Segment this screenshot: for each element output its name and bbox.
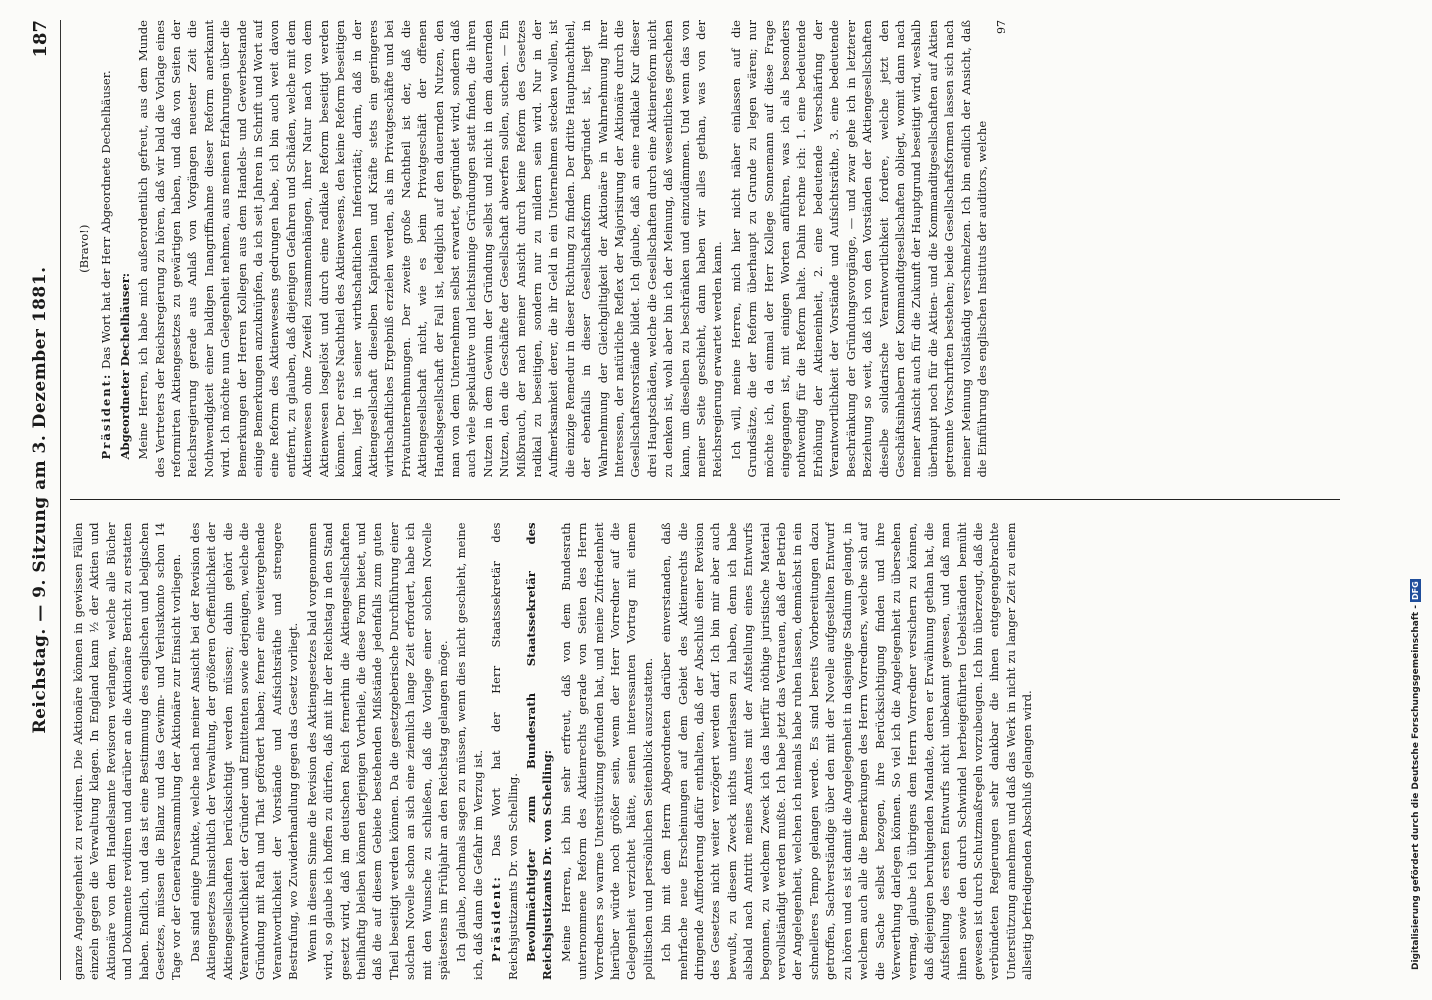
paragraph: Ich glaube, nochmals sagen zu müssen, wenn dies nicht geschieht, meine ich, daß dann die Gefahr im Verzug ist. [454,522,485,980]
speaker-intro: Abgeordneter Dechelhäuser: [117,272,132,460]
president-text: Das Wort hat der Herr Abgeordnete Dechelhäuser. [99,70,114,369]
president-label: Präsident: [99,372,114,460]
bravo-note: (Bravo!) [77,224,91,273]
digitization-text: Digitalisierung gefördert durch die Deutsche Forschungsgemeinschaft - [1411,605,1421,970]
paragraph: Meine Herren, ich bin sehr erfreut, daß von dem Bundesrath unternommene Reform des Aktienrechts gerade von Seiten des Herrn Vorredners so warme Unterstützung gefunden hat, und meine Zufriedenheit hierüber würde noch größer sein, wenn der Herr Vorredner auf die Gelegenheit verzichtet hätte, seinen interessanten Vortrag mit einem politischen und persönlichen Seitenblick auszustatten. [558,522,655,980]
president-statement [98,20,114,478]
paragraph: Das sind einige Punkte, welche nach meiner Ansicht bei der Revision des Aktiengesetzes hinsichtlich der Verwaltung, der größeren Oeffentlichkeit der Aktiengesellschaften berücksichtigt werden müssen; dahin gehört die Verantwortlichkeit der Gründer und Emittenten sowie derjenigen, welche die Gründung mit Rath und That gefördert haben; ferner eine weitergehende Verantwortlichkeit der Vorstände und Aufsichtsräthe und strengere Bestrafung, wo Zuwiderhandlung gegen das Gesetz vorliegt. [187,522,301,980]
signature-mark: 97 [995,20,1009,34]
president-statement [488,523,521,981]
paragraph: Meine Herren, ich habe mich außerordentlich gefreut, aus dem Munde des Vertreters der Reichsregierung zu hören, daß wir bald die Vorlage eines reformirten Aktiengesetzes zu gewärtigen haben, und daß von Seiten der Reichsregierung gerade aus Anlaß von Vorgängen neuester Zeit die Nothwendigkeit einer baldigen Inangriffnahme dieser Reform anerkannt wird. Ich möchte nun Gelegenheit nehmen, aus meinen Erfahrungen über die Bemerkungen der Herren Kollegen aus dem Handels- und Gewerbestande einige Bemerkungen anzuknüpfen, da ich seit Jahren in Schrift und Wort auf eine Reform des Aktienwesens gedrungen habe, ich bin auch weit davon entfernt, zu glauben, daß diejenigen Gefahren und Schäden, welche mit dem Aktienwesen ohne Zweifel zusammenhängen, ihrer Natur nach von dem Aktienwesen losgelöst und durch eine radikale Reform beseitigt werden können. Der erste Nachtheil des Aktienwesens, den keine Reform beseitigen kann, liegt in seiner wirthschaftlichen Inferiorität; darin, daß in der Aktiengesellschaft dieselben Kapitalien und Kräfte stets ein geringeres wirthschaftliches Ergebniß erzielen werden, als im Privatgeschäfte und bei Privatunternehmungen. Der zweite große Nachtheil ist der, daß die Aktiengesellschaft nicht, wie es beim Privatgeschäft der offenen Handelsgesellschaft der Fall ist, lediglich auf den dauernden Nutzen, den man von dem Unternehmen selbst erwartet, gegründet wird, sondern daß auch viele spekulative und leichtsinnige Gründungen statt finden, die ihren Nutzen in dem Gewinn der Gründung selbst und nicht in dem dauernden Nutzen, den die Geschäfte der Gesellschaft abwerfen sollen, suchen. — Ein Mißbrauch, der nach meiner Ansicht durch keine Reform des Gesetzes radikal zu beseitigen, sondern nur zu mildern sein wird. Nur in der Aufmerksamkeit derer, die ihr Geld in ein Unternehmen stecken wollen, ist die einzige Remedur in dieser Richtung zu finden. Der dritte Hauptnachtheil, der ebenfalls in dieser Gesellschaftsform begründet ist, liegt in Wahrnehmung der Gleichgiltigkeit der Aktionäre in Wahrnehmung ihrer Interessen, der natürliche Reflex der Majorisirung der Aktionäre durch die Gesellschaftsvorstände bildet. Ich glaube, daß an eine radikale Kur dieser drei Hauptschäden, welche die Gesellschaften durch eine Aktienreform nicht zu denken ist, wohl aber bin ich der Meinung, daß wesentliches geschehen kann, um dieselben zu beschränken und einzudämmen. Und wenn das von meiner Seite geschieht, dann haben wir alles gethan, was von der Reichsregierung erwartet werden kann. [136,20,725,478]
column-right [70,20,1340,478]
paragraph: Ich will, meine Herren, mich hier nicht näher einlassen auf die Grundsätze, die der Reform überhaupt zu Grunde zu legen wären; nur möchte ich, da einmal der Herr Kollege Sonnemann auf diese Frage eingegangen ist, mit einigen Worten anführen, was ich als besonders nothwendig für die Reform halte. Dahin rechne ich: 1. eine bedeutende Erhöhung der Aktieneinheit, 2. eine bedeutende Verschärfung der Verantwortlichkeit der Vorstände und Aufsichtsräthe, 3. eine bedeutende Beschränkung der Gründungsvorgänge, — und zwar gehe ich in letzterer Beziehung so weit, daß ich von den Vorständen der Aktiengesellschaften dieselbe solidarische Verantwortlichkeit fordere, welche jetzt den Geschäftsinhabern der Kommanditgesellschaften obliegt, womit dann nach meiner Ansicht auch für die Zukunft der Hauptgrund beseitigt wird, weshalb überhaupt noch für die Aktien- und die Kommanditgesellschaften auf Aktien getrennte Vorschriften bestehen; beide Gesellschaftsformen lassen sich nach meiner Meinung vollständig verschmelzen. Ich bin endlich der Ansicht, daß die Einführung des englischen Instituts der auditors, welche [728,20,989,478]
page-title: Reichstag. — 9. Sitzung am 3. Dezember 1881. [30,266,50,734]
rotated-page-content [20,20,1350,980]
president-text: Das Wort hat der Herr Staatssekretär des Reichsjustizamts Dr. von Schelling. [489,522,520,980]
text-columns [70,20,1340,980]
column-divider [70,500,1340,501]
paragraph: Wenn in diesem Sinne die Revision des Aktiengesetzes bald vorgenommen wird, so glaube ich hoffen zu dürfen, daß mit ihr der Reichstag in den Stand gesetzt wird, daß im deutschen Reich fernerhin die Aktiengesellschaften theilhaftig bleiben können derjenigen Vortheile, die diese Form bietet, und daß die auf diesem Gebiete bestehenden Mißstände jedenfalls zum guten Theil beseitigt werden können. Da die gesetzgeberische Durchführung einer solchen Novelle schon an sich eine ziemlich lange Zeit erfordert, habe ich mit den Wunsche zu schließen, daß die Vorlage einer solchen Novelle spätestens im Frühjahr an den Reichstag gelangen möge. [304,522,450,980]
paragraph: ganze Angelegenheit zu revidiren. Die Aktionäre können in gewissen Fällen einzeln gegen die Verwaltung klagen. In England kann ½ der Aktien und Aktionäre von dem Handelsamte Revisoren verlangen, welche alle Bücher und Dokumente revidiren und darüber an die Aktionäre Bericht zu erstatten haben. Endlich, und das ist eine Bestimmung des englischen und belgischen Gesetzes, müssen die Bilanz und das Gewinn- und Verlustkonto schon 14 Tage vor der Generalversammlung der Aktionäre zur Einsicht vorliegen. [71,522,184,980]
paragraph: Ich bin mit dem Herrn Abgeordneten darüber einverstanden, daß mehrfache neue Erscheinungen auf dem Gebiet des Aktienrechts die dringende Aufforderung dafür enthalten, daß der Abschluß einer Revision des Gesetzes nicht weiter verzögert werden darf. Ich bin mir aber auch bewußt, zu diesem Zweck nichts unterlassen zu haben, denn ich habe alsbald nach Antritt meines Amtes mit der Aufstellung eines Entwurfs begonnen, zu welchem Zweck ich das hierfür nöthige juristische Material vervollständigt werden mußte. Ich habe jetzt das Vertrauen, daß der Betrieb der Angelegenheit, welchen ich niemals habe ruhen lassen, demnächst in ein schnelleres Tempo gelangen werde. Es sind bereits Vorbereitungen dazu getroffen, Sachverständige über den mit der Novelle aufgestellten Entwurf zu hören und es ist damit die Angelegenheit in dasjenige Stadium gelangt, in welchem auch alle die Bemerkungen des Herrn Vorredners, welche sich auf die Sache selbst bezogen, ihre Berücksichtigung finden und ihre Verwerthung darlegen können. So viel ich die Angelegenheit zu übersehen vermag, glaube ich übrigens dem Herrn Vorredner versichern zu können, daß diejenigen beruhigenden Mandate, deren er Erwähnung gethan hat, die Aufstellung des ersten Entwurfs nicht unbekannt gewesen, und daß man ihnen sowie den durch Schwindel herbeigeführten Uebelständen bemüht gewesen ist durch Schutzmaßregeln vorzubeugen. Ich bin überzeugt, daß die verbündeten Regierungen sehr dankbar die ihnen entgegengebrachte Unterstützung annehmen und daß das Werk in nicht zu langer Zeit zu einem allseitig befriedigenden Abschluß gelangen wird. [659,522,1035,980]
president-label: Präsident: [489,875,504,962]
speech-intro: Bevollmächtigter zum Bundesrath Staatssekretär des Reichsjustizamts Dr. von Schelling: [523,522,555,980]
page-number: 187 [29,20,51,58]
digitization-note [1410,30,1426,970]
dfg-logo: DFG [1411,581,1420,600]
column-left [70,523,1340,981]
page-header [20,20,61,980]
